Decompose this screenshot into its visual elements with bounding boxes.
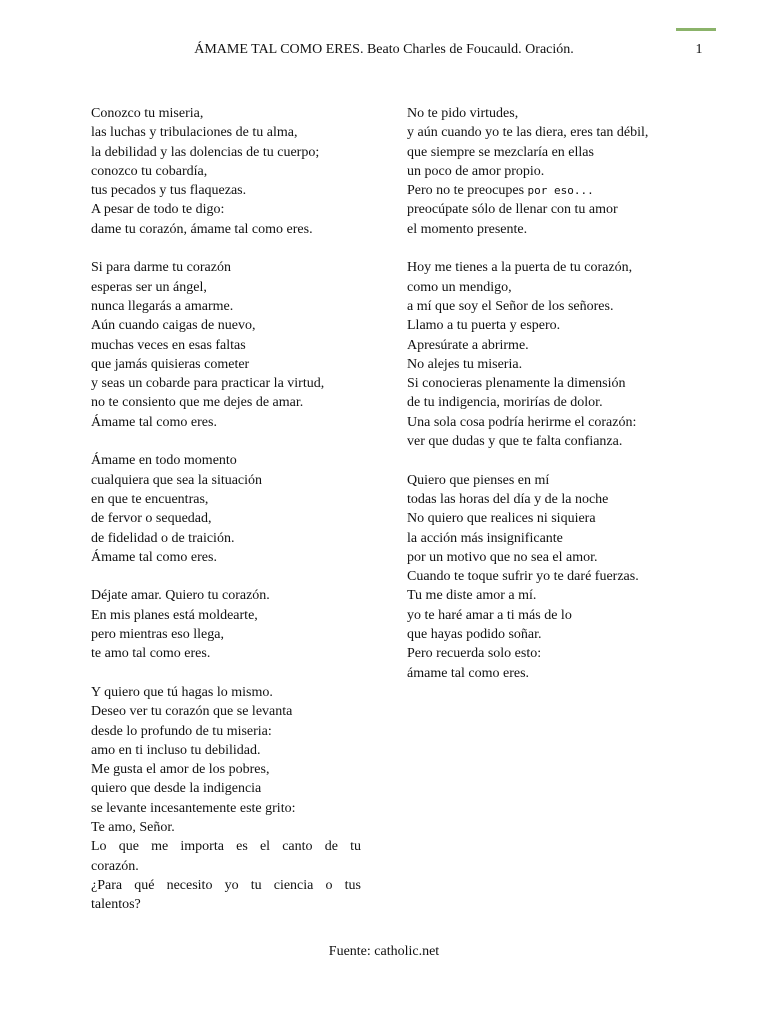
poem-line: Y quiero que tú hagas lo mismo.	[91, 684, 273, 700]
poem-line: que jamás quisieras cometer	[91, 356, 250, 372]
poem-line: ámame tal como eres.	[407, 665, 530, 681]
poem-line: Te amo, Señor.	[91, 819, 175, 835]
poem-line: No alejes tu miseria.	[407, 356, 523, 372]
poem-line: Tu me diste amor a mí.	[407, 588, 537, 604]
stanza	[91, 683, 361, 915]
stanza	[407, 471, 697, 683]
stanza	[91, 451, 361, 567]
poem-line: corazón.	[91, 858, 139, 874]
poem-line: Si para darme tu corazón	[91, 260, 231, 276]
poem-line: Aún cuando caigas de nuevo,	[91, 318, 256, 334]
poem-line: Lo que me importa es el canto de tu	[91, 839, 361, 855]
poem-line: Si conocieras plenamente la dimensión	[407, 376, 626, 392]
poem-line: Ámame en todo momento	[91, 453, 237, 469]
page-number: 1	[695, 42, 703, 57]
poem-line: Una sola cosa podría herirme el corazón:	[407, 414, 637, 430]
stanza	[91, 258, 361, 432]
poem-line: quiero que desde la indigencia	[91, 781, 262, 797]
mono-fragment: por eso...	[527, 184, 594, 198]
poem-line: Hoy me tienes a la puerta de tu corazón,	[407, 260, 633, 276]
poem-line: ver que dudas y que te falta confianza.	[407, 434, 623, 450]
poem-line: que siempre se mezclaría en ellas	[407, 144, 594, 160]
poem-line: la acción más insignificante	[407, 530, 563, 546]
poem-line: tus pecados y tus flaquezas.	[91, 183, 247, 199]
poem-line: a mí que soy el Señor de los señores.	[407, 298, 614, 314]
poem-line: Conozco tu miseria,	[91, 106, 204, 121]
poem-line: conozco tu cobardía,	[91, 163, 208, 179]
poem-line: ¿Para qué necesito yo tu ciencia o tus	[91, 877, 361, 893]
stanza	[91, 104, 361, 239]
poem-line: se levante incesantemente este grito:	[91, 800, 296, 816]
poem-line: amo en ti incluso tu debilidad.	[91, 742, 261, 758]
poem-line: yo te haré amar a ti más de lo	[407, 607, 572, 623]
poem-line: desde lo profundo de tu miseria:	[91, 723, 272, 739]
poem-line: Ámame tal como eres.	[91, 414, 217, 430]
poem-line: Déjate amar. Quiero tu corazón.	[91, 588, 270, 604]
poem-line: como un mendigo,	[407, 279, 512, 295]
poem-line: A pesar de todo te digo:	[91, 202, 225, 218]
poem-line: no te consiento que me dejes de amar.	[91, 395, 304, 411]
poem-line: que hayas podido soñar.	[407, 627, 542, 643]
poem-line-with-mono	[407, 181, 697, 200]
poem-line: Apresúrate a abrirme.	[407, 337, 529, 353]
poem-line: todas las horas del día y de la noche	[407, 491, 609, 507]
poem-line: pero mientras eso llega,	[91, 627, 224, 643]
header-accent-line	[676, 28, 716, 31]
poem-line: En mis planes está moldearte,	[91, 607, 258, 623]
poem-line-text: Pero no te preocupes	[407, 183, 525, 199]
poem-line: Cuando te toque sufrir yo te daré fuerzas.	[407, 569, 639, 585]
right-column	[407, 104, 697, 702]
poem-line: de fidelidad o de traición.	[91, 530, 235, 546]
poem-line: Pero recuerda solo esto:	[407, 646, 542, 662]
footer-source: Fuente: catholic.net	[328, 944, 440, 959]
poem-line: esperas ser un ángel,	[91, 279, 207, 295]
left-column	[91, 104, 361, 934]
poem-line: por un motivo que no sea el amor.	[407, 549, 598, 565]
poem-line: Llamo a tu puerta y espero.	[407, 318, 561, 334]
poem-line: de tu indigencia, morirías de dolor.	[407, 395, 603, 411]
poem-line: Deseo ver tu corazón que se levanta	[91, 704, 293, 720]
poem-line: Me gusta el amor de los pobres,	[91, 762, 270, 778]
poem-line: el momento presente.	[407, 221, 528, 237]
poem-line: Ámame tal como eres.	[91, 549, 217, 565]
poem-line: dame tu corazón, ámame tal como eres.	[91, 221, 313, 237]
poem-line: Quiero que pienses en mí	[407, 472, 550, 488]
poem-line: de fervor o sequedad,	[91, 511, 212, 527]
poem-line: cualquiera que sea la situación	[91, 472, 263, 488]
stanza	[91, 586, 361, 663]
stanza	[407, 258, 697, 451]
poem-line: No quiero que realices ni siquiera	[407, 511, 596, 527]
poem-line: nunca llegarás a amarme.	[91, 298, 234, 314]
document-title: ÁMAME TAL COMO ERES. Beato Charles de Foucauld. Oración.	[194, 42, 574, 57]
poem-line: las luchas y tribulaciones de tu alma,	[91, 125, 298, 141]
poem-line: No te pido virtudes,	[407, 106, 519, 121]
poem-line: la debilidad y las dolencias de tu cuerpo;	[91, 144, 320, 160]
poem-line: muchas veces en esas faltas	[91, 337, 246, 353]
poem-line: talentos?	[91, 897, 141, 913]
poem-line: y seas un cobarde para practicar la virtud,	[91, 376, 325, 392]
poem-line: en que te encuentras,	[91, 491, 209, 507]
poem-line: y aún cuando yo te las diera, eres tan débil,	[407, 125, 649, 141]
poem-line: un poco de amor propio.	[407, 163, 545, 179]
stanza	[407, 104, 697, 239]
poem-line: te amo tal como eres.	[91, 646, 211, 662]
poem-line: preocúpate sólo de llenar con tu amor	[407, 202, 618, 218]
